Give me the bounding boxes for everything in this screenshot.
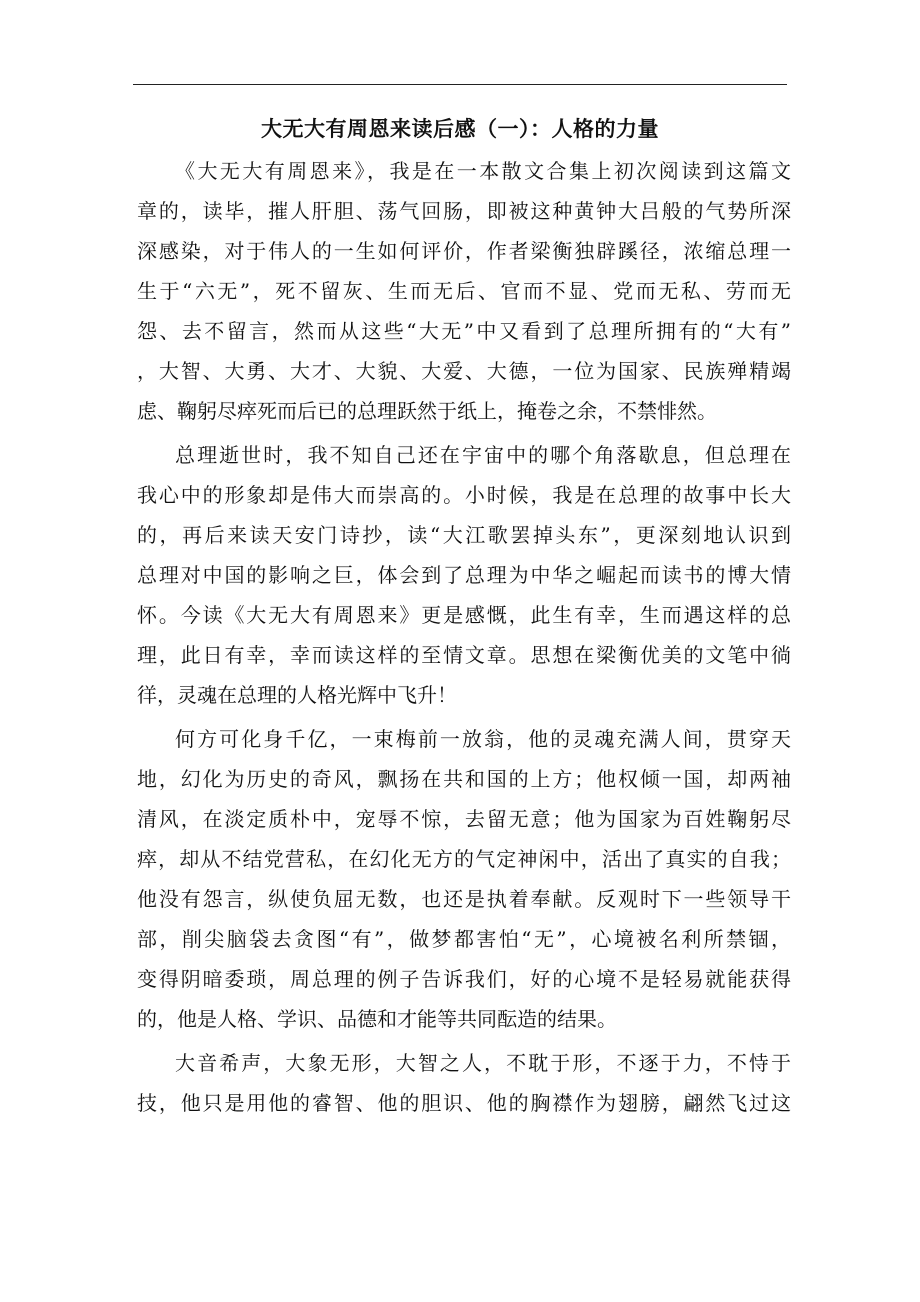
text-line: 深感染，对于伟人的一生如何评价，作者梁衡独辟蹊径，浓缩总理一 <box>137 239 791 263</box>
text-line: 生于“六无”，死不留灰、生而无后、官而不显、党而无私、劳而无 <box>137 279 791 303</box>
document-title: 大无大有周恩来读后感（一）：人格的力量 <box>261 117 659 141</box>
text-line: 瘁，却从不结党营私，在幻化无方的气定神闲中，活出了真实的自我； <box>137 847 791 871</box>
paragraph <box>137 1043 791 1123</box>
document-body <box>137 151 791 1123</box>
text-line: 怨、去不留言，然而从这些“大无”中又看到了总理所拥有的“大有” <box>137 319 791 343</box>
text-line: 我心中的形象却是伟大而崇高的。小时候，我是在总理的故事中长大 <box>137 483 791 507</box>
text-line: 变得阴暗委琐，周总理的例子告诉我们，好的心境不是轻易就能获得 <box>137 967 791 991</box>
text-line: ，大智、大勇、大才、大貌、大爱、大德，一位为国家、民族殚精竭 <box>137 359 791 383</box>
text-line: 总理对中国的影响之巨，体会到了总理为中华之崛起而读书的博大情 <box>137 563 791 587</box>
text-line: 的，他是人格、学识、品德和才能等共同酝造的结果。 <box>137 1007 617 1031</box>
text-line: 总理逝世时，我不知自己还在宇宙中的哪个角落歇息，但总理在 <box>175 443 791 467</box>
text-line: 怀。今读《大无大有周恩来》更是感慨，此生有幸，生而遇这样的总 <box>137 603 791 627</box>
text-line: 徉，灵魂在总理的人格光辉中飞升！ <box>137 683 457 707</box>
text-line: 清风，在淡定质朴中，宠辱不惊，去留无意；他为国家为百姓鞠躬尽 <box>137 807 791 831</box>
paragraph <box>137 151 791 431</box>
text-line: 《大无大有周恩来》，我是在一本散文合集上初次阅读到这篇文 <box>175 159 791 183</box>
text-line: 何方可化身千亿，一束梅前一放翁，他的灵魂充满人间，贯穿天 <box>175 727 791 751</box>
text-line: 部，削尖脑袋去贪图“有”，做梦都害怕“无”，心境被名利所禁锢， <box>137 927 791 951</box>
text-line: 大音希声，大象无形，大智之人，不耽于形，不逐于力，不恃于 <box>175 1051 791 1075</box>
text-line: 理，此日有幸，幸而读这样的至情文章。思想在梁衡优美的文笔中徜 <box>137 643 791 667</box>
paragraph <box>137 719 791 1039</box>
text-line: 技，他只是用他的睿智、他的胆识、他的胸襟作为翅膀，翩然飞过这 <box>137 1091 791 1115</box>
paragraph <box>137 435 791 715</box>
text-line: 地，幻化为历史的奇风，飘扬在共和国的上方；他权倾一国，却两袖 <box>137 767 791 791</box>
text-line: 他没有怨言，纵使负屈无数，也还是执着奉献。反观时下一些领导干 <box>137 887 791 911</box>
text-line: 虑、鞠躬尽瘁死而后已的总理跃然于纸上，掩卷之余，不禁悱然。 <box>137 399 717 423</box>
header-rule <box>133 84 787 85</box>
text-line: 章的，读毕，摧人肝胆、荡气回肠，即被这种黄钟大吕般的气势所深 <box>137 199 791 223</box>
text-line: 的，再后来读天安门诗抄，读“大江歌罢掉头东”，更深刻地认识到 <box>137 523 791 547</box>
